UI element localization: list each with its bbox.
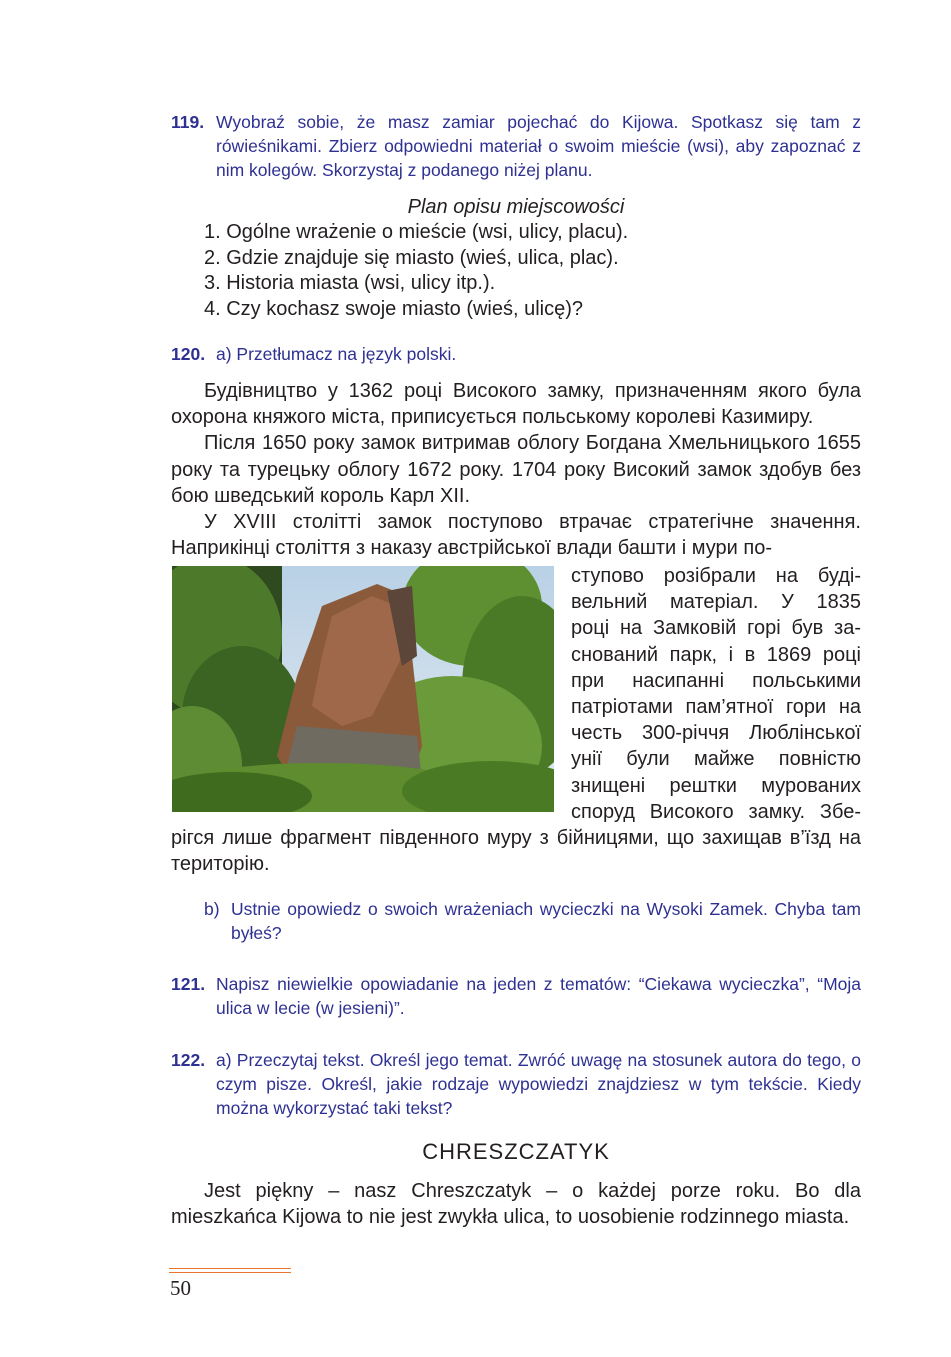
exercise-121: [171, 972, 861, 1020]
translation-text: [171, 378, 861, 561]
footer-rule: [169, 1268, 291, 1269]
text-line: снований парк, і в 1869 році: [571, 643, 861, 666]
exercise-instruction: Napisz niewielkie opowiadanie na jeden z tematów: “Ciekawa wycieczka”, “Moja ulica w lecie (w jesieni)”.: [216, 974, 861, 1018]
paragraph: У XVIII столітті замок поступово втрачає стратегічне значення. Наприкінці століття з наказу австрійської влади башти і мури по-: [171, 511, 861, 560]
plan-item: 1. Ogólne wrażenie o mieście (wsi, ulicy, placu).: [204, 221, 629, 243]
text-line: ступово розібрали на буді-: [571, 565, 861, 587]
page-number: 50: [170, 1276, 191, 1300]
exercise-119: [171, 110, 861, 182]
text-line: вельний матеріал. У 1835: [571, 591, 861, 614]
paragraph: Після 1650 року замок витримав облогу Богдана Хмельницького 1655 року та турецьку облогу 1672 року. 1704 року Високий замок здобув без бою шведський король Карл ХІІ.: [171, 432, 861, 507]
paragraph: Jest piękny – nasz Chreszczatyk – o każdej porze roku. Bo dla mieszkańca Kijowa to nie jest zwykła ulica, to uosobienie rodzinnego miasta.: [171, 1180, 861, 1229]
subtask-text: Ustnie opowiedz o swoich wrażeniach wycieczki na Wysoki Zamek. Chyba tam byłeś?: [231, 899, 861, 943]
plan-item: 2. Gdzie znajduje się miasto (wieś, ulica, plac).: [204, 246, 619, 269]
text-line: унії були майже повністю: [571, 748, 861, 771]
exercise-number: 120.: [171, 344, 206, 364]
plan-list: [204, 220, 628, 322]
reading-text: [171, 1178, 861, 1230]
wrapped-paragraph: [571, 563, 861, 825]
exercise-122: [171, 1048, 861, 1120]
exercise-number: 119.: [171, 112, 205, 132]
text-line: при насипанні польськими: [571, 669, 861, 692]
reading-title: CHRESZCZATYK: [422, 1139, 610, 1164]
subtask-label: b): [204, 899, 220, 919]
paragraph-continuation: [171, 825, 861, 877]
castle-ruins-photo: [172, 566, 554, 812]
exercise-instruction: a) Przeczytaj tekst. Określ jego temat. Zwróć uwagę na stosunek autora do tego, o czym pisze. Określ, jakie rodzaje wypowiedzi znajdziesz w tym tekście. Kiedy można wykorzystać taki tekst?: [216, 1050, 861, 1118]
exercise-120: [171, 342, 861, 366]
exercise-number: 121.: [171, 974, 206, 994]
text-line: споруд Високого замку. Збе-: [571, 800, 861, 823]
text-line: честь 300-річчя Люблінської: [571, 722, 861, 745]
plan-title: Plan opisu miejscowości: [407, 196, 625, 218]
plan-item: 4. Czy kochasz swoje miasto (wieś, ulicę)?: [204, 297, 584, 320]
text-line: патріотами пам’ятної гори на: [571, 696, 861, 719]
exercise-number: 122.: [171, 1050, 206, 1070]
footer-rule: [169, 1272, 291, 1273]
exercise-instruction: Wyobraź sobie, że masz zamiar pojechać do Kijowa. Spotkasz się tam z rówieśnikami. Zbierz odpowiedni materiał o swoim mieście (wsi), aby zapoznać z nim kolegów. Skorzystaj z podanego niżej planu.: [216, 112, 861, 180]
paragraph: рігся лише фрагмент південного муру з бійницями, що захищав в’їзд на територію.: [171, 827, 861, 876]
text-line: знищені рештки мурованих: [571, 774, 861, 797]
plan-item: 3. Historia miasta (wsi, ulicy itp.).: [204, 272, 496, 294]
exercise-120-b: [204, 897, 861, 945]
paragraph: Будівництво у 1362 році Високого замку, призначенням якого була охорона княжого міста, приписується польському королеві Казимиру.: [171, 380, 861, 429]
exercise-instruction: a) Przetłumacz na język polski.: [216, 344, 457, 364]
text-line: році на Замковій горі був за-: [571, 617, 861, 640]
